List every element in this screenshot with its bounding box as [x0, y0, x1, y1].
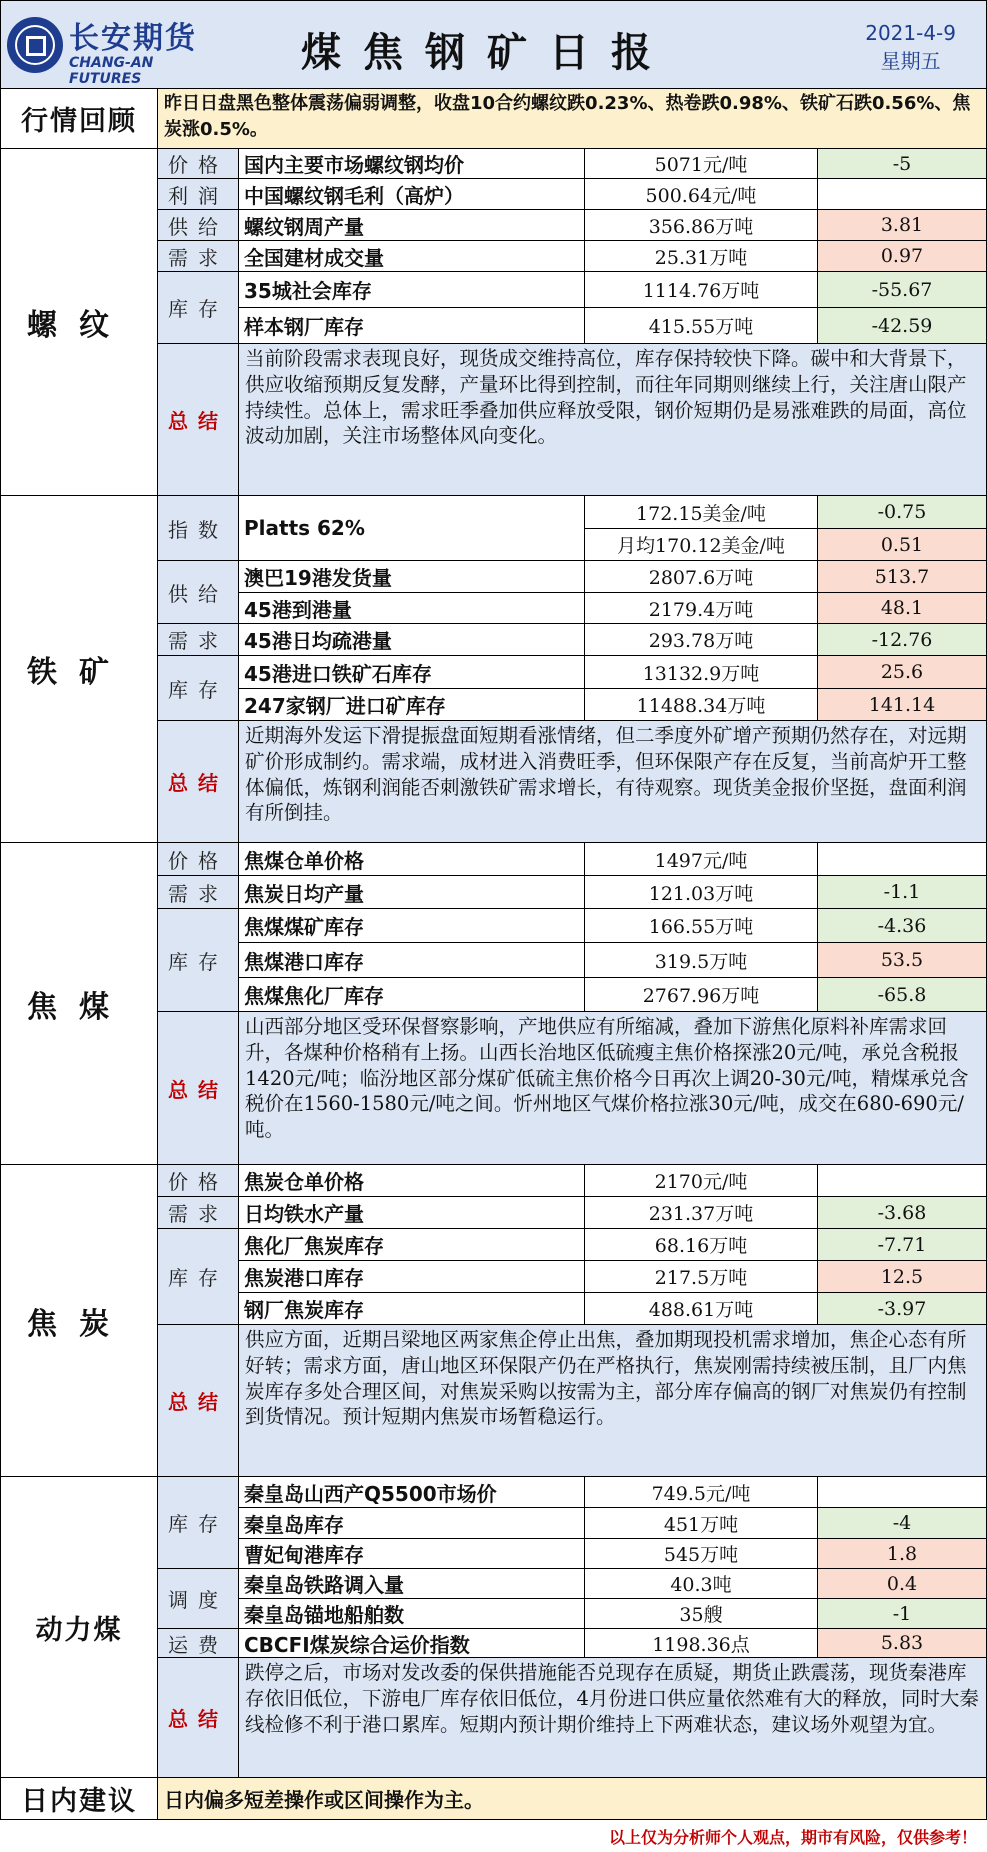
table-row-item: 焦炭日均产量	[238, 875, 585, 909]
table-row-change: -3.97	[817, 1292, 987, 1325]
group-label-summary: 总结	[157, 1011, 239, 1165]
group-label-inventory: 库存	[157, 271, 239, 344]
table-row-item: 秦皇岛山西产Q5500市场价	[238, 1476, 585, 1508]
market-review-label: 行情回顾	[0, 88, 158, 149]
table-row-value: 356.86万吨	[584, 209, 818, 241]
summary-text: 近期海外发运下滑提振盘面短期看涨情绪，但二季度外矿增产预期仍然存在，对远期矿价形成制约。需求端，成材进入消费旺季，但环保限产存在反复，当前高炉开工整体偏低，炼钢利润能否刺激铁矿需求增长，有待观察。现货美金报价坚挺，盘面利润有所倒挂。	[238, 720, 987, 843]
table-row-item: 45港日均疏港量	[238, 623, 585, 656]
table-row-change: 0.97	[817, 240, 987, 272]
table-row-value: 319.5万吨	[584, 942, 818, 978]
report-title: 煤焦钢矿日报	[301, 30, 673, 76]
table-row-item: 焦煤仓单价格	[238, 842, 585, 876]
table-row-change	[817, 842, 987, 876]
table-row-change: 141.14	[817, 688, 987, 721]
report-weekday: 星期五	[880, 49, 941, 73]
group-label-inventory: 库存	[157, 655, 239, 721]
table-row-change: 1.8	[817, 1538, 987, 1569]
table-row-value: 2179.4万吨	[584, 592, 818, 624]
table-row-change: -42.59	[817, 307, 987, 344]
table-row-item: 45港到港量	[238, 592, 585, 624]
table-row-value: 2767.96万吨	[584, 977, 818, 1012]
table-row-value: 月均170.12美金/吨	[584, 528, 818, 561]
table-row-value: 749.5元/吨	[584, 1476, 818, 1508]
table-row-value: 68.16万吨	[584, 1228, 818, 1261]
table-row-value: 2807.6万吨	[584, 560, 818, 593]
table-row-item: 中国螺纹钢毛利（高炉）	[238, 178, 585, 210]
logo-chinese-name: 长安期货	[69, 21, 197, 56]
table-row-item: 国内主要市场螺纹钢均价	[238, 148, 585, 179]
table-row-value: 1114.76万吨	[584, 271, 818, 308]
table-row-item: 焦煤煤矿库存	[238, 908, 585, 943]
table-row-value: 166.55万吨	[584, 908, 818, 943]
table-row-change: 0.4	[817, 1568, 987, 1599]
table-row-value: 11488.34万吨	[584, 688, 818, 721]
table-row-item: 焦炭港口库存	[238, 1260, 585, 1293]
table-row-value: 500.64元/吨	[584, 178, 818, 210]
group-label-inventory: 库存	[157, 1228, 239, 1325]
section-label-coking-coal: 焦煤	[0, 842, 158, 1165]
table-row-change: -3.68	[817, 1196, 987, 1229]
group-label-dispatch: 调度	[157, 1568, 239, 1629]
intraday-advice-text: 日内偏多短差操作或区间操作为主。	[157, 1777, 987, 1820]
group-label-summary: 总结	[157, 343, 239, 496]
table-row-change: 48.1	[817, 592, 987, 624]
company-logo	[7, 11, 217, 87]
disclaimer-footer: 以上仅为分析师个人观点，期市有风险，仅供参考！	[608, 1828, 977, 1847]
table-row-item: 焦煤港口库存	[238, 942, 585, 978]
table-row-item: 螺纹钢周产量	[238, 209, 585, 241]
table-row-change	[817, 1476, 987, 1508]
group-label-demand: 需求	[157, 623, 239, 656]
table-row-change: -55.67	[817, 271, 987, 308]
table-row-change: 12.5	[817, 1260, 987, 1293]
table-row-item: Platts 62%	[238, 495, 585, 561]
table-row-value: 35艘	[584, 1598, 818, 1629]
table-row-change: 25.6	[817, 655, 987, 689]
table-row-value: 293.78万吨	[584, 623, 818, 656]
table-row-change: 513.7	[817, 560, 987, 593]
table-row-change: -4	[817, 1507, 987, 1539]
section-label-iron-ore: 铁矿	[0, 495, 158, 843]
group-label-supply: 供给	[157, 560, 239, 624]
table-row-change: -12.76	[817, 623, 987, 656]
table-row-change: -7.71	[817, 1228, 987, 1261]
table-row-change: 0.51	[817, 528, 987, 561]
table-row-change: -1	[817, 1598, 987, 1629]
table-row-value: 451万吨	[584, 1507, 818, 1539]
table-row-item: 秦皇岛锚地船舶数	[238, 1598, 585, 1629]
logo-english-name: CHANG-AN FUTURES	[69, 55, 154, 87]
table-row-item: 35城社会库存	[238, 271, 585, 308]
intraday-advice-label: 日内建议	[0, 1777, 158, 1820]
table-row-item: 焦化厂焦炭库存	[238, 1228, 585, 1261]
table-row-item: 秦皇岛铁路调入量	[238, 1568, 585, 1599]
section-label-thermal-coal: 动力煤	[0, 1476, 158, 1778]
table-row-change	[817, 1164, 987, 1197]
report-header	[0, 0, 987, 90]
group-label-inventory: 库存	[157, 1476, 239, 1569]
table-row-value: 1497元/吨	[584, 842, 818, 876]
table-row-value: 121.03万吨	[584, 875, 818, 909]
table-row-change: 5.83	[817, 1628, 987, 1658]
table-row-value: 415.55万吨	[584, 307, 818, 344]
table-row-change: -0.75	[817, 495, 987, 529]
table-row-item: 日均铁水产量	[238, 1196, 585, 1229]
table-row-change: 3.81	[817, 209, 987, 241]
table-row-value: 231.37万吨	[584, 1196, 818, 1229]
report-date: 2021-4-9	[865, 21, 956, 45]
table-row-value: 172.15美金/吨	[584, 495, 818, 529]
table-row-value: 40.3吨	[584, 1568, 818, 1599]
group-label-supply: 供给	[157, 209, 239, 241]
table-row-item: 曹妃甸港库存	[238, 1538, 585, 1569]
summary-text: 山西部分地区受环保督察影响，产地供应有所缩减，叠加下游焦化原料补库需求回升，各煤种价格稍有上扬。山西长治地区低硫瘦主焦价格探涨20元/吨，承兑含税报1420元/吨；临汾地区部分煤矿低硫主焦价格今日再次上调20-30元/吨，精煤承兑含税价在1560-1580元/吨之间。忻州地区气煤价格拉涨30元/吨，成交在680-690元/吨。	[238, 1011, 987, 1165]
group-label-summary: 总结	[157, 1657, 239, 1778]
group-label-price: 价格	[157, 1164, 239, 1197]
group-label-demand: 需求	[157, 875, 239, 909]
group-label-price: 价格	[157, 842, 239, 876]
table-row-item: 秦皇岛库存	[238, 1507, 585, 1539]
group-label-price: 价格	[157, 148, 239, 179]
table-row-change	[817, 178, 987, 210]
summary-text: 当前阶段需求表现良好，现货成交维持高位，库存保持较快下降。碳中和大背景下，供应收缩预期反复发酵，产量环比得到控制，而往年同期则继续上行，关注唐山限产持续性。总体上，需求旺季叠加供应释放受限，钢价短期仍是易涨难跌的局面，高位波动加剧，关注市场整体风向变化。	[238, 343, 987, 496]
table-row-value: 217.5万吨	[584, 1260, 818, 1293]
table-row-change: -5	[817, 148, 987, 179]
table-row-change: -4.36	[817, 908, 987, 943]
group-label-freight: 运费	[157, 1628, 239, 1658]
section-label-rebar: 螺纹	[0, 148, 158, 496]
group-label-summary: 总结	[157, 720, 239, 843]
summary-text: 供应方面，近期吕梁地区两家焦企停止出焦，叠加期现投机需求增加，焦企心态有所好转；需求方面，唐山地区环保限产仍在严格执行，焦炭刚需持续被压制，且厂内焦炭库存多处合理区间，对焦炭采购以按需为主，部分库存偏高的钢厂对焦炭仍有控制到货情况。预计短期内焦炭市场暂稳运行。	[238, 1324, 987, 1477]
market-review-text: 昨日日盘黑色整体震荡偏弱调整，收盘10合约螺纹跌0.23%、热卷跌0.98%、铁矿石跌0.56%、焦炭涨0.5%。	[157, 88, 987, 149]
group-label-summary: 总结	[157, 1324, 239, 1477]
table-row-change: -1.1	[817, 875, 987, 909]
group-label-index: 指数	[157, 495, 239, 561]
table-row-item: CBCFI煤炭综合运价指数	[238, 1628, 585, 1658]
group-label-demand: 需求	[157, 1196, 239, 1229]
table-row-item: 样本钢厂库存	[238, 307, 585, 344]
table-row-value: 2170元/吨	[584, 1164, 818, 1197]
table-row-change: 53.5	[817, 942, 987, 978]
table-row-item: 全国建材成交量	[238, 240, 585, 272]
table-row-value: 5071元/吨	[584, 148, 818, 179]
table-row-item: 钢厂焦炭库存	[238, 1292, 585, 1325]
table-row-value: 1198.36点	[584, 1628, 818, 1658]
logo-emblem-icon	[7, 17, 63, 73]
table-row-change: -65.8	[817, 977, 987, 1012]
group-label-demand: 需求	[157, 240, 239, 272]
group-label-inventory: 库存	[157, 908, 239, 1012]
table-row-item: 焦煤焦化厂库存	[238, 977, 585, 1012]
group-label-profit: 利润	[157, 178, 239, 210]
section-label-coke: 焦炭	[0, 1164, 158, 1477]
table-row-value: 545万吨	[584, 1538, 818, 1569]
table-row-item: 澳巴19港发货量	[238, 560, 585, 593]
table-row-value: 25.31万吨	[584, 240, 818, 272]
table-row-item: 焦炭仓单价格	[238, 1164, 585, 1197]
summary-text: 跌停之后，市场对发改委的保供措施能否兑现存在质疑，期货止跌震荡，现货秦港库存依旧低位，下游电厂库存依旧低位，4月份进口供应量依然难有大的释放，同时大秦线检修不利于港口累库。短期内预计期价维持上下两难状态，建议场外观望为宜。	[238, 1657, 987, 1778]
table-row-value: 488.61万吨	[584, 1292, 818, 1325]
table-row-item: 45港进口铁矿石库存	[238, 655, 585, 689]
report-date-block	[865, 19, 956, 75]
table-row-value: 13132.9万吨	[584, 655, 818, 689]
table-row-item: 247家钢厂进口矿库存	[238, 688, 585, 721]
